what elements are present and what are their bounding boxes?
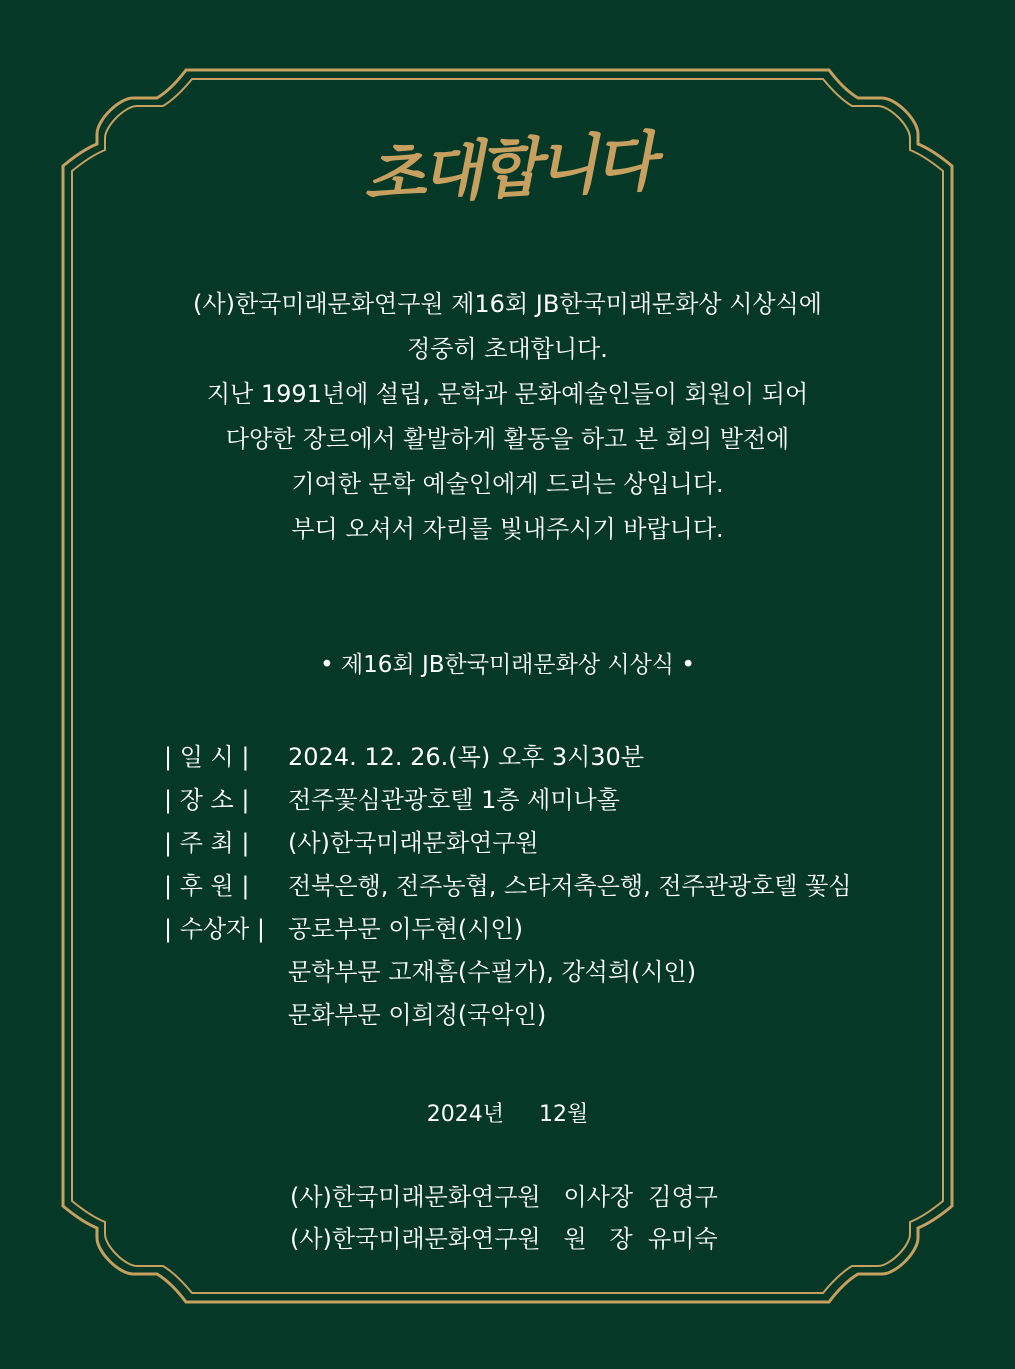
signature-line: (사)한국미래문화연구원 이사장 김영구 (290, 1183, 718, 1211)
message-line: 기여한 문학 예술인에게 드리는 상입니다. (291, 470, 724, 498)
detail-value: (사)한국미래문화연구원 (288, 829, 539, 857)
detail-label: | 후 원 | (164, 872, 250, 900)
invitation-message (0, 282, 1015, 552)
detail-row-sponsor (164, 865, 851, 908)
message-line: 정중히 초대합니다. (407, 335, 608, 363)
signatures (290, 1176, 718, 1260)
event-title: • 제16회 JB한국미래문화상 시상식 • (320, 652, 695, 678)
detail-row-awardees (164, 908, 851, 951)
detail-row-venue (164, 779, 851, 822)
detail-value: 전북은행, 전주농협, 스타저축은행, 전주관광호텔 꽃심 (288, 872, 852, 900)
issue-date: 2024년 12월 (426, 1102, 589, 1127)
detail-label: | 장 소 | (164, 786, 250, 814)
message-line: 다양한 장르에서 활발하게 활동을 하고 본 회의 발전에 (225, 425, 790, 453)
detail-value: 2024. 12. 26.(목) 오후 3시30분 (288, 743, 645, 771)
signature-line: (사)한국미래문화연구원 원 장 유미숙 (290, 1225, 718, 1253)
detail-row-awardees-cont (164, 951, 851, 994)
detail-label: | 수상자 | (164, 915, 265, 943)
detail-value: 전주꽃심관광호텔 1층 세미나홀 (288, 786, 620, 814)
message-line: (사)한국미래문화연구원 제16회 JB한국미래문화상 시상식에 (193, 290, 822, 318)
detail-row-awardees-cont (164, 994, 851, 1037)
invitation-title: 초대합니다 (361, 124, 655, 215)
detail-value: 문학부문 고재흠(수필가), 강석희(시인) (288, 958, 697, 986)
detail-value: 문화부문 이희정(국악인) (288, 1001, 547, 1029)
detail-value: 공로부문 이두현(시인) (288, 915, 524, 943)
message-line: 지난 1991년에 설립, 문학과 문화예술인들이 회원이 되어 (206, 380, 809, 408)
message-line: 부디 오셔서 자리를 빛내주시기 바랍니다. (291, 515, 724, 543)
detail-row-datetime (164, 736, 851, 779)
event-details (164, 736, 851, 1037)
detail-label (164, 951, 288, 994)
detail-label: | 일 시 | (164, 743, 250, 771)
detail-label (164, 994, 288, 1037)
detail-label: | 주 최 | (164, 829, 250, 857)
detail-row-host (164, 822, 851, 865)
